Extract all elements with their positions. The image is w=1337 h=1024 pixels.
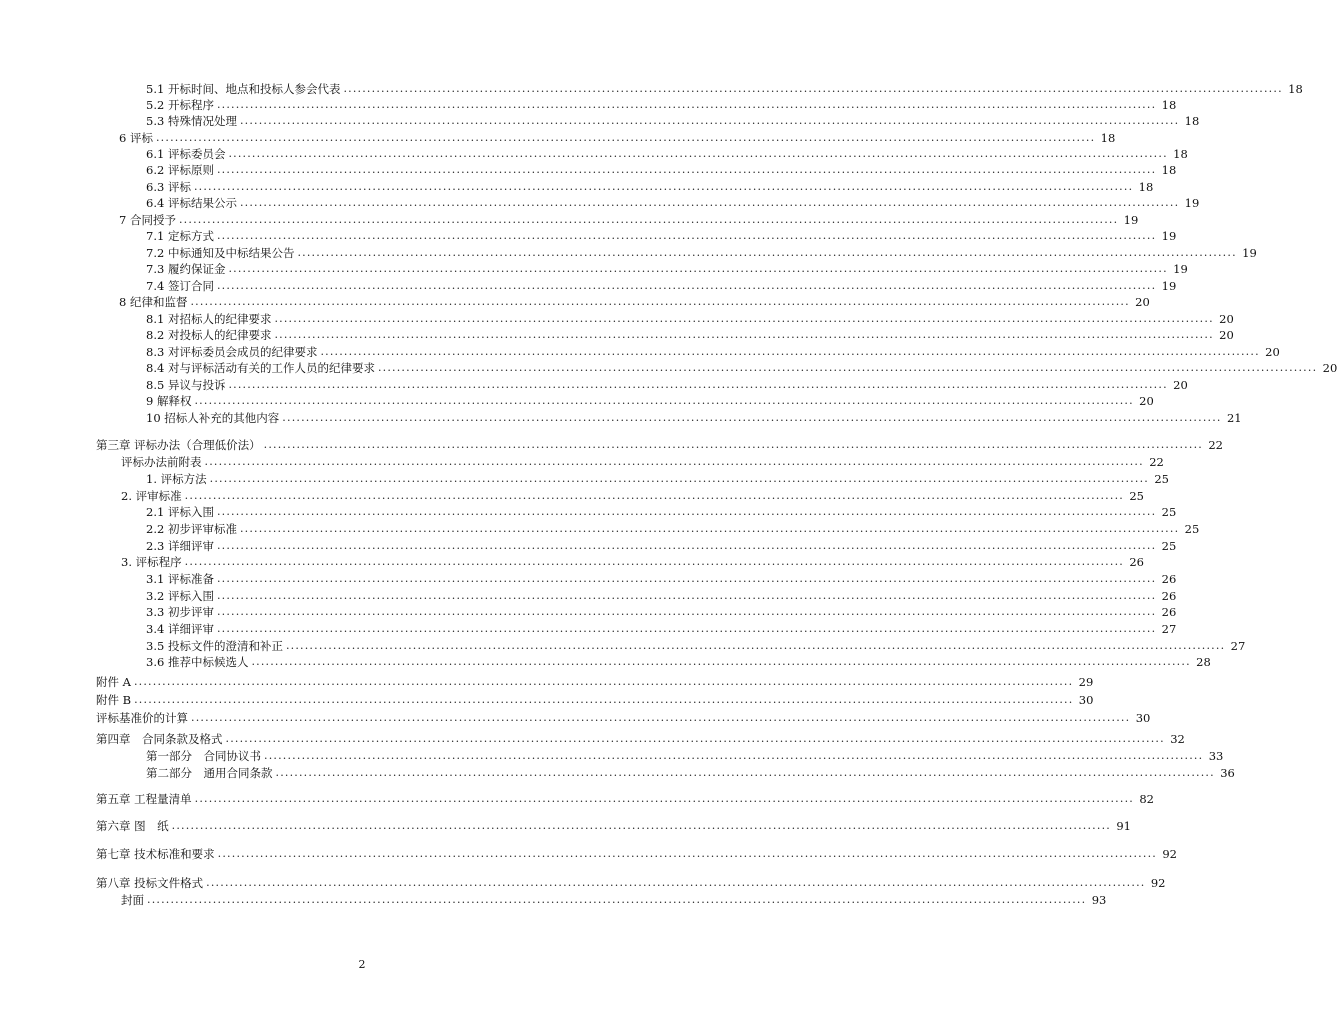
toc-entry-page: 26 — [1161, 589, 1177, 603]
toc-dot-leader: ........................................................................................................................................................................................................ — [216, 279, 1157, 292]
toc-entry[interactable] — [121, 891, 1107, 907]
toc-dot-leader: ........................................................................................................................................................................................................ — [228, 262, 1168, 275]
toc-entry[interactable] — [146, 178, 1154, 194]
toc-dot-leader: ........................................................................................................................................................................................................ — [239, 196, 1180, 209]
toc-dot-leader: ........................................................................................................................................................................................................ — [251, 655, 1191, 668]
toc-dot-leader: ........................................................................................................................................................................................................ — [377, 361, 1318, 374]
toc-entry[interactable] — [146, 112, 1200, 128]
toc-dot-leader: ........................................................................................................................................................................................................ — [216, 229, 1157, 242]
toc-entry-title: 附件 A — [96, 675, 131, 689]
toc-entry[interactable] — [146, 392, 1154, 408]
toc-entry[interactable] — [146, 620, 1177, 636]
toc-entry[interactable] — [146, 603, 1177, 619]
toc-entry-title: 2. 评审标准 — [121, 489, 182, 503]
toc-entry-page: 25 — [1161, 505, 1177, 519]
toc-entry-title: 6.3 评标 — [146, 180, 191, 194]
toc-entry-title: 5.3 特殊情况处理 — [146, 114, 237, 128]
toc-entry-page: 22 — [1149, 455, 1164, 469]
toc-entry-page: 27 — [1230, 639, 1246, 653]
toc-dot-leader: ........................................................................................................................................................................................................ — [217, 847, 1157, 860]
toc-dot-leader: ........................................................................................................................................................................................................ — [320, 345, 1260, 358]
toc-entry[interactable] — [96, 709, 1151, 725]
toc-dot-leader: ........................................................................................................................................................................................................ — [216, 98, 1157, 111]
toc-dot-leader: ........................................................................................................................................................................................................ — [216, 622, 1157, 635]
toc-entry-title: 3. 评标程序 — [121, 555, 182, 569]
toc-entry[interactable] — [96, 691, 1094, 707]
toc-dot-leader: ........................................................................................................................................................................................................ — [274, 328, 1214, 341]
toc-entry[interactable] — [119, 293, 1150, 309]
toc-entry[interactable] — [146, 653, 1211, 669]
toc-entry[interactable] — [146, 520, 1200, 536]
toc-entry[interactable] — [146, 470, 1169, 486]
toc-entry-title: 3.6 推荐中标候选人 — [146, 655, 249, 669]
toc-entry-page: 18 — [1138, 180, 1154, 194]
toc-entry[interactable] — [121, 487, 1144, 503]
toc-dot-leader: ........................................................................................................................................................................................................ — [193, 180, 1134, 193]
toc-entry-page: 20 — [1139, 394, 1154, 408]
toc-entry-page: 21 — [1226, 411, 1242, 425]
toc-dot-leader: ........................................................................................................................................................................................................ — [184, 489, 1124, 502]
toc-entry-title: 3.5 投标文件的澄清和补正 — [146, 639, 283, 653]
toc-entry-page: 93 — [1091, 893, 1107, 907]
toc-dot-leader: ........................................................................................................................................................................................................ — [228, 378, 1168, 391]
toc-dot-leader: ........................................................................................................................................................................................................ — [178, 213, 1119, 226]
toc-entry[interactable] — [146, 310, 1234, 326]
toc-entry-title: 8.1 对招标人的纪律要求 — [146, 312, 272, 326]
toc-entry[interactable] — [146, 194, 1200, 210]
toc-dot-leader: ........................................................................................................................................................................................................ — [239, 114, 1180, 127]
toc-entry[interactable] — [96, 817, 1131, 833]
toc-entry-title: 8.2 对投标人的纪律要求 — [146, 328, 272, 342]
toc-dot-leader: ........................................................................................................................................................................................................ — [134, 693, 1074, 706]
toc-entry-page: 25 — [1161, 539, 1177, 553]
toc-entry-title: 1. 评标方法 — [146, 472, 207, 486]
toc-entry[interactable] — [119, 129, 1116, 145]
toc-dot-leader: ........................................................................................................................................................................................................ — [282, 411, 1222, 424]
toc-entry-page: 91 — [1116, 819, 1131, 833]
toc-dot-leader: ........................................................................................................................................................................................................ — [343, 82, 1283, 95]
toc-entry-page: 25 — [1154, 472, 1169, 486]
toc-entry[interactable] — [96, 845, 1177, 861]
toc-entry-page: 27 — [1161, 622, 1177, 636]
toc-dot-leader: ........................................................................................................................................................................................................ — [263, 438, 1203, 451]
toc-entry-page: 18 — [1161, 98, 1177, 112]
toc-entry[interactable] — [96, 730, 1185, 746]
toc-entry[interactable] — [96, 673, 1094, 689]
toc-entry-title: 3.3 初步评审 — [146, 605, 214, 619]
toc-entry-title: 第五章 工程量清单 — [96, 792, 192, 806]
toc-dot-leader: ........................................................................................................................................................................................................ — [147, 893, 1087, 906]
toc-entry-title: 6.1 评标委员会 — [146, 147, 226, 161]
toc-dot-leader: ........................................................................................................................................................................................................ — [209, 472, 1149, 485]
toc-dot-leader: ........................................................................................................................................................................................................ — [184, 555, 1124, 568]
toc-entry[interactable] — [96, 436, 1223, 452]
toc-entry-page: 20 — [1322, 361, 1337, 375]
toc-entry[interactable] — [146, 227, 1177, 243]
toc-entry-page: 25 — [1129, 489, 1144, 503]
toc-dot-leader: ........................................................................................................................................................................................................ — [216, 505, 1157, 518]
toc-dot-leader: ........................................................................................................................................................................................................ — [206, 876, 1146, 889]
toc-entry-page: 26 — [1161, 605, 1177, 619]
toc-entry-page: 92 — [1150, 876, 1166, 890]
toc-dot-leader: ........................................................................................................................................................................................................ — [239, 522, 1180, 535]
toc-entry-page: 82 — [1139, 792, 1154, 806]
toc-entry-page: 29 — [1078, 675, 1094, 689]
toc-dot-leader: ........................................................................................................................................................................................................ — [190, 295, 1130, 308]
toc-entry-title: 第八章 投标文件格式 — [96, 876, 204, 890]
toc-entry-title: 7 合同授予 — [119, 213, 176, 227]
toc-entry-page: 20 — [1135, 295, 1150, 309]
toc-entry-page: 30 — [1078, 693, 1094, 707]
toc-dot-leader: ........................................................................................................................................................................................................ — [133, 675, 1074, 688]
toc-entry[interactable] — [146, 376, 1188, 392]
toc-dot-leader: ........................................................................................................................................................................................................ — [228, 147, 1168, 160]
toc-entry[interactable] — [146, 637, 1246, 653]
toc-dot-leader: ........................................................................................................................................................................................................ — [274, 312, 1214, 325]
toc-entry-page: 19 — [1242, 246, 1257, 260]
toc-dot-leader: ........................................................................................................................................................................................................ — [191, 711, 1131, 724]
toc-entry[interactable] — [146, 570, 1177, 586]
toc-dot-leader: ........................................................................................................................................................................................................ — [275, 766, 1215, 779]
toc-entry[interactable] — [121, 453, 1164, 469]
toc-entry-page: 18 — [1100, 131, 1116, 145]
toc-entry[interactable] — [146, 96, 1177, 112]
toc-entry-page: 25 — [1184, 522, 1200, 536]
toc-entry-page: 19 — [1184, 196, 1200, 210]
toc-dot-leader: ........................................................................................................................................................................................................ — [216, 539, 1157, 552]
toc-entry-page: 36 — [1220, 766, 1235, 780]
toc-entry-title: 第三章 评标办法（合理低价法） — [96, 438, 261, 452]
toc-entry-page: 20 — [1219, 312, 1234, 326]
toc-entry-title: 评标基准价的计算 — [96, 711, 188, 725]
toc-dot-leader: ........................................................................................................................................................................................................ — [204, 455, 1144, 468]
toc-entry-page: 19 — [1173, 262, 1188, 276]
toc-entry[interactable] — [146, 244, 1257, 260]
toc-entry-title: 附件 B — [96, 693, 132, 707]
toc-entry-page: 19 — [1123, 213, 1139, 227]
toc-entry-title: 第二部分 通用合同条款 — [146, 766, 273, 780]
toc-entry-page: 32 — [1170, 732, 1185, 746]
toc-dot-leader: ........................................................................................................................................................................................................ — [171, 819, 1111, 832]
toc-entry-title: 2.3 详细评审 — [146, 539, 214, 553]
toc-entry-title: 2.2 初步评审标准 — [146, 522, 237, 536]
toc-dot-leader: ........................................................................................................................................................................................................ — [264, 749, 1204, 762]
toc-entry[interactable] — [146, 260, 1188, 276]
toc-entry[interactable] — [146, 343, 1280, 359]
toc-dot-leader: ........................................................................................................................................................................................................ — [155, 131, 1096, 144]
toc-entry-page: 20 — [1173, 378, 1188, 392]
toc-entry-title: 8.5 异议与投诉 — [146, 378, 226, 392]
toc-entry-title: 3.4 详细评审 — [146, 622, 214, 636]
toc-entry-title: 8.3 对评标委员会成员的纪律要求 — [146, 345, 318, 359]
toc-entry[interactable] — [146, 326, 1234, 342]
toc-entry[interactable] — [96, 790, 1154, 806]
toc-entry-page: 18 — [1184, 114, 1200, 128]
toc-entry[interactable] — [146, 161, 1177, 177]
toc-entry-page: 92 — [1162, 847, 1177, 861]
toc-entry[interactable] — [146, 359, 1337, 375]
toc-entry[interactable] — [146, 587, 1177, 603]
toc-entry-title: 第七章 技术标准和要求 — [96, 847, 215, 861]
toc-entry-title: 5.2 开标程序 — [146, 98, 214, 112]
toc-entry-title: 2.1 评标入围 — [146, 505, 214, 519]
toc-entry[interactable] — [96, 874, 1166, 890]
toc-entry-page: 20 — [1265, 345, 1280, 359]
toc-entry-page: 19 — [1161, 229, 1177, 243]
toc-entry-title: 第四章 合同条款及格式 — [96, 732, 223, 746]
toc-dot-leader: ........................................................................................................................................................................................................ — [194, 394, 1134, 407]
toc-entry-page: 22 — [1208, 438, 1223, 452]
toc-entry[interactable] — [146, 503, 1177, 519]
toc-entry-page: 33 — [1208, 749, 1224, 763]
toc-dot-leader: ........................................................................................................................................................................................................ — [216, 163, 1157, 176]
toc-dot-leader: ........................................................................................................................................................................................................ — [216, 605, 1157, 618]
toc-entry-page: 30 — [1135, 711, 1151, 725]
toc-entry-title: 封面 — [121, 893, 144, 907]
toc-entry[interactable] — [146, 764, 1235, 780]
toc-entry-title: 7.2 中标通知及中标结果公告 — [146, 246, 295, 260]
toc-entry-title: 评标办法前附表 — [121, 455, 202, 469]
toc-entry-title: 3.2 评标入围 — [146, 589, 214, 603]
toc-dot-leader: ........................................................................................................................................................................................................ — [216, 589, 1157, 602]
toc-entry-page: 26 — [1161, 572, 1177, 586]
toc-entry-page: 18 — [1173, 147, 1188, 161]
toc-entry-title: 3.1 评标准备 — [146, 572, 214, 586]
toc-entry-page: 28 — [1196, 655, 1211, 669]
toc-entry-title: 第一部分 合同协议书 — [146, 749, 261, 763]
toc-entry-title: 6 评标 — [119, 131, 153, 145]
toc-entry-page: 20 — [1219, 328, 1234, 342]
toc-entry[interactable] — [146, 80, 1303, 96]
toc-entry-title: 7.3 履约保证金 — [146, 262, 226, 276]
toc-entry-title: 10 招标人补充的其他内容 — [146, 411, 280, 425]
toc-entry-title: 5.1 开标时间、地点和投标人参会代表 — [146, 82, 341, 96]
toc-entry[interactable] — [146, 409, 1242, 425]
toc-entry-page: 26 — [1129, 555, 1144, 569]
toc-dot-leader: ........................................................................................................................................................................................................ — [194, 792, 1134, 805]
toc-entry[interactable] — [146, 537, 1177, 553]
toc-entry-title: 9 解释权 — [146, 394, 192, 408]
toc-entry[interactable] — [119, 211, 1139, 227]
toc-entry-page: 18 — [1161, 163, 1177, 177]
toc-entry-title: 7.4 签订合同 — [146, 279, 214, 293]
toc-entry-title: 第六章 图 纸 — [96, 819, 169, 833]
toc-dot-leader: ........................................................................................................................................................................................................ — [216, 572, 1157, 585]
toc-entry-title: 6.2 评标原则 — [146, 163, 214, 177]
toc-entry[interactable] — [146, 145, 1188, 161]
toc-dot-leader: ........................................................................................................................................................................................................ — [285, 639, 1226, 652]
toc-entry-title: 8.4 对与评标活动有关的工作人员的纪律要求 — [146, 361, 375, 375]
toc-entry-title: 6.4 评标结果公示 — [146, 196, 237, 210]
toc-entry[interactable] — [121, 553, 1144, 569]
toc-entry-title: 8 纪律和监督 — [119, 295, 188, 309]
toc-entry[interactable] — [146, 747, 1224, 763]
toc-dot-leader: ........................................................................................................................................................................................................ — [225, 732, 1165, 745]
toc-dot-leader: ........................................................................................................................................................................................................ — [297, 246, 1237, 259]
toc-entry-page: 18 — [1288, 82, 1303, 96]
page-number: 2 — [358, 958, 366, 971]
toc-entry-page: 19 — [1161, 279, 1177, 293]
toc-entry-title: 7.1 定标方式 — [146, 229, 214, 243]
toc-entry[interactable] — [146, 277, 1177, 293]
